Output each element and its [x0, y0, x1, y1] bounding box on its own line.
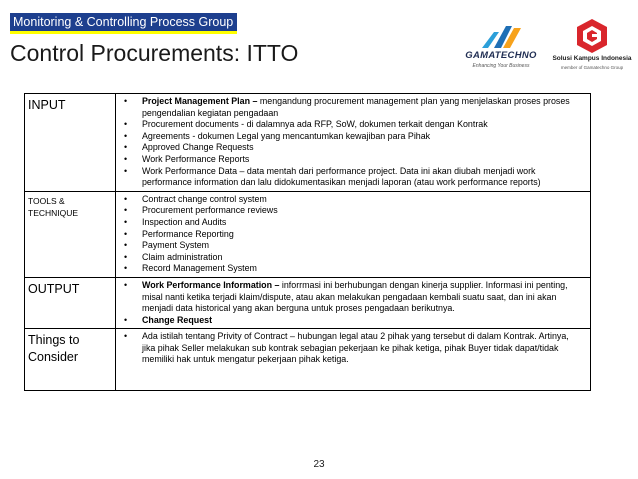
input-content-cell	[116, 94, 591, 192]
input-row	[25, 94, 591, 192]
tools-label-line1: TOOLS &	[28, 195, 65, 206]
tools-list	[122, 194, 584, 275]
output-row	[25, 277, 591, 328]
tools-content-cell	[116, 191, 591, 277]
input-header-cell	[25, 94, 116, 192]
gamatechno-brand: GAMATECHNO	[465, 50, 537, 61]
slide-title: Control Procurements: ITTO	[10, 40, 299, 66]
list-item: • Work Performance Data – data mentah dari performance project. Data ini akan diubah menjadi work performance information dan lalu didokumentasikan menjadi laporan (atau work performance reports)	[122, 166, 584, 189]
solusi-kampus-logo-icon	[575, 18, 609, 54]
solusi-kampus-logo	[549, 18, 635, 82]
gamatechno-logo	[458, 22, 544, 72]
solusi-kampus-sub: member of Gamatechno Group	[560, 65, 624, 70]
list-item: • Work Performance Reports	[122, 154, 584, 166]
consider-label-line1: Things to	[28, 333, 80, 348]
gamatechno-logo-icon	[474, 22, 524, 50]
list-item: • Performance Reporting	[122, 229, 584, 241]
consider-content-cell	[116, 329, 591, 391]
consider-row	[25, 329, 591, 391]
input-list	[122, 96, 584, 189]
list-item: • Ada istilah tentang Privity of Contract – hubungan legal atau 2 pihak yang tersebut di dalam Kontrak. Artinya, jika pihak Seller melakukan sub kontrak sebagian pekerjaan ke pihak ketiga, pihak Buyer tidak dapat/tidak memiliki hak untuk mengatur pekerjaan pihak ketiga.	[122, 331, 584, 366]
solusi-kampus-name: Solusi Kampus Indonesia	[552, 55, 632, 62]
itto-table	[24, 93, 591, 391]
list-item: • Record Management System	[122, 263, 584, 275]
list-item: • Agreements - dokumen Legal yang mencantumkan kewajiban para Pihak	[122, 131, 584, 143]
process-group-label	[10, 13, 237, 31]
list-item: • Claim administration	[122, 252, 584, 264]
list-item: • Procurement documents - di dalamnya ada RFP, SoW, dokumen terkait dengan Kontrak	[122, 119, 584, 131]
gamatechno-tagline: Enhancing Your Business	[472, 63, 530, 69]
list-item: • Project Management Plan – mengandung procurement management plan yang menjelaskan proses proses pengendalian kegiatan pengadaan	[122, 96, 584, 119]
output-content-cell	[116, 277, 591, 328]
output-header-cell	[25, 277, 116, 328]
page-number: 23	[313, 459, 325, 470]
output-list	[122, 280, 584, 326]
consider-label-line2: Consider	[28, 350, 79, 365]
output-label: OUTPUT	[28, 281, 80, 296]
consider-list	[122, 331, 584, 366]
list-item: • Change Request	[122, 315, 584, 327]
tools-row	[25, 191, 591, 277]
list-item: • Procurement performance reviews	[122, 205, 584, 217]
list-item: • Work Performance Information – inforrmasi ini berhubungan dengan kinerja supplier. Informasi ini penting, misal nanti ketika terjadi klaim/dispute, atau akan melakukan pengadaan kembali suatu saat, dan ini akan menjadi data historical yang akan berguna untuk proses pengadaan berikutnya.	[122, 280, 584, 315]
list-item: • Payment System	[122, 240, 584, 252]
input-label: INPUT	[28, 98, 66, 112]
process-group-text: Monitoring & Controlling Process Group	[13, 15, 234, 29]
list-item: • Approved Change Requests	[122, 142, 584, 154]
tools-label-line2: TECHNIQUE	[28, 207, 79, 218]
list-item: • Contract change control system	[122, 194, 584, 206]
tools-header-cell	[25, 191, 116, 277]
consider-header-cell	[25, 329, 116, 391]
highlight-underline	[10, 31, 237, 34]
list-item: • Inspection and Audits	[122, 217, 584, 229]
